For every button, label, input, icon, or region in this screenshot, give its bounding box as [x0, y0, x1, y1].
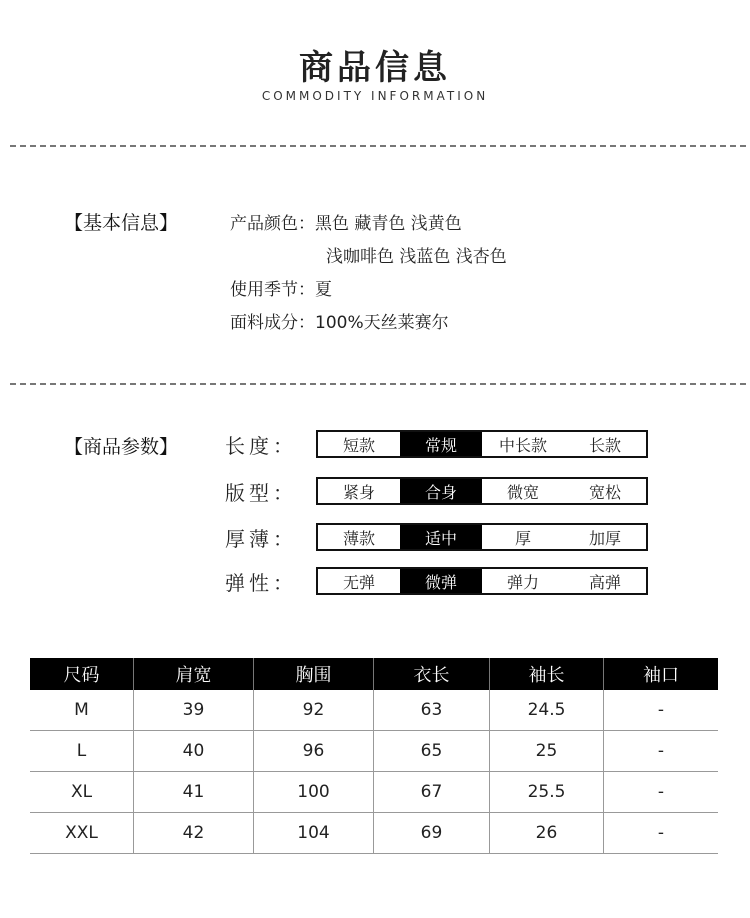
table-header-cell: 肩宽	[134, 658, 254, 690]
table-cell: 24.5	[490, 690, 604, 730]
page-title: 商品信息	[299, 48, 451, 88]
table-header-cell: 尺码	[30, 658, 134, 690]
dashed-divider-top	[10, 145, 746, 147]
table-cell: 104	[254, 813, 374, 853]
info-color-line: 产品颜色：黑色 藏青色 浅黄色	[230, 214, 462, 234]
table-cell: 42	[134, 813, 254, 853]
table-row	[30, 813, 718, 854]
table-cell: -	[657, 782, 665, 802]
param-option: 高弹	[588, 572, 621, 592]
table-cell: 39	[134, 690, 254, 730]
param-option: 常规	[400, 432, 482, 456]
table-cell: 100	[254, 772, 374, 812]
param-option: 加厚	[588, 528, 621, 548]
param-name-0: 长度：	[225, 434, 297, 458]
table-row	[30, 731, 718, 772]
param-option: 合身	[400, 479, 482, 503]
table-cell: 69	[374, 813, 490, 853]
table-cell: 96	[254, 731, 374, 771]
page-subtitle: COMMODITY INFORMATION	[261, 89, 489, 103]
table-cell: 25.5	[490, 772, 604, 812]
table-cell: 63	[374, 690, 490, 730]
param-name-1: 版型：	[225, 481, 297, 505]
param-options-3	[316, 567, 648, 595]
param-option: 弹力	[506, 572, 539, 592]
table-cell: M	[30, 690, 134, 730]
table-header-cell: 胸围	[254, 658, 374, 690]
info-season-line: 使用季节：夏	[230, 280, 332, 300]
table-cell: -	[657, 741, 665, 761]
param-option: 微弹	[400, 569, 482, 593]
info-color-line-2: 浅咖啡色 浅蓝色 浅杏色	[326, 247, 507, 267]
params-label: 【商品参数】	[64, 436, 179, 458]
param-name-3: 弹性：	[225, 571, 297, 595]
table-cell: 40	[134, 731, 254, 771]
table-cell: -	[657, 823, 665, 843]
param-option: 微宽	[506, 482, 539, 502]
table-cell: XL	[30, 772, 134, 812]
info-fabric-line: 面料成分：100%天丝莱赛尔	[230, 313, 449, 333]
param-option: 短款	[342, 435, 375, 455]
dashed-divider-middle	[10, 383, 746, 385]
param-option: 厚	[514, 528, 531, 548]
table-cell: L	[30, 731, 134, 771]
param-option: 紧身	[342, 482, 375, 502]
table-cell: 65	[374, 731, 490, 771]
table-cell: 41	[134, 772, 254, 812]
param-option: 适中	[400, 525, 482, 549]
table-header-cell: 袖长	[490, 658, 604, 690]
table-cell: 92	[254, 690, 374, 730]
param-options-2	[316, 523, 648, 551]
param-name-2: 厚薄：	[225, 527, 297, 551]
param-options-0	[316, 430, 648, 458]
table-header-row	[30, 658, 718, 690]
basic-info-label: 【基本信息】	[64, 212, 179, 234]
param-option: 中长款	[498, 435, 547, 455]
param-option: 宽松	[588, 482, 621, 502]
size-table	[30, 658, 718, 854]
table-cell: 25	[490, 731, 604, 771]
param-option: 无弹	[342, 572, 375, 592]
param-options-1	[316, 477, 648, 505]
table-cell: -	[657, 700, 665, 720]
table-cell: XXL	[30, 813, 134, 853]
table-row	[30, 772, 718, 813]
table-row	[30, 690, 718, 731]
table-cell: 67	[374, 772, 490, 812]
table-header-cell: 衣长	[374, 658, 490, 690]
table-cell: 26	[490, 813, 604, 853]
table-header-cell: 袖口	[643, 665, 679, 686]
param-option: 薄款	[342, 528, 375, 548]
param-option: 长款	[588, 435, 621, 455]
